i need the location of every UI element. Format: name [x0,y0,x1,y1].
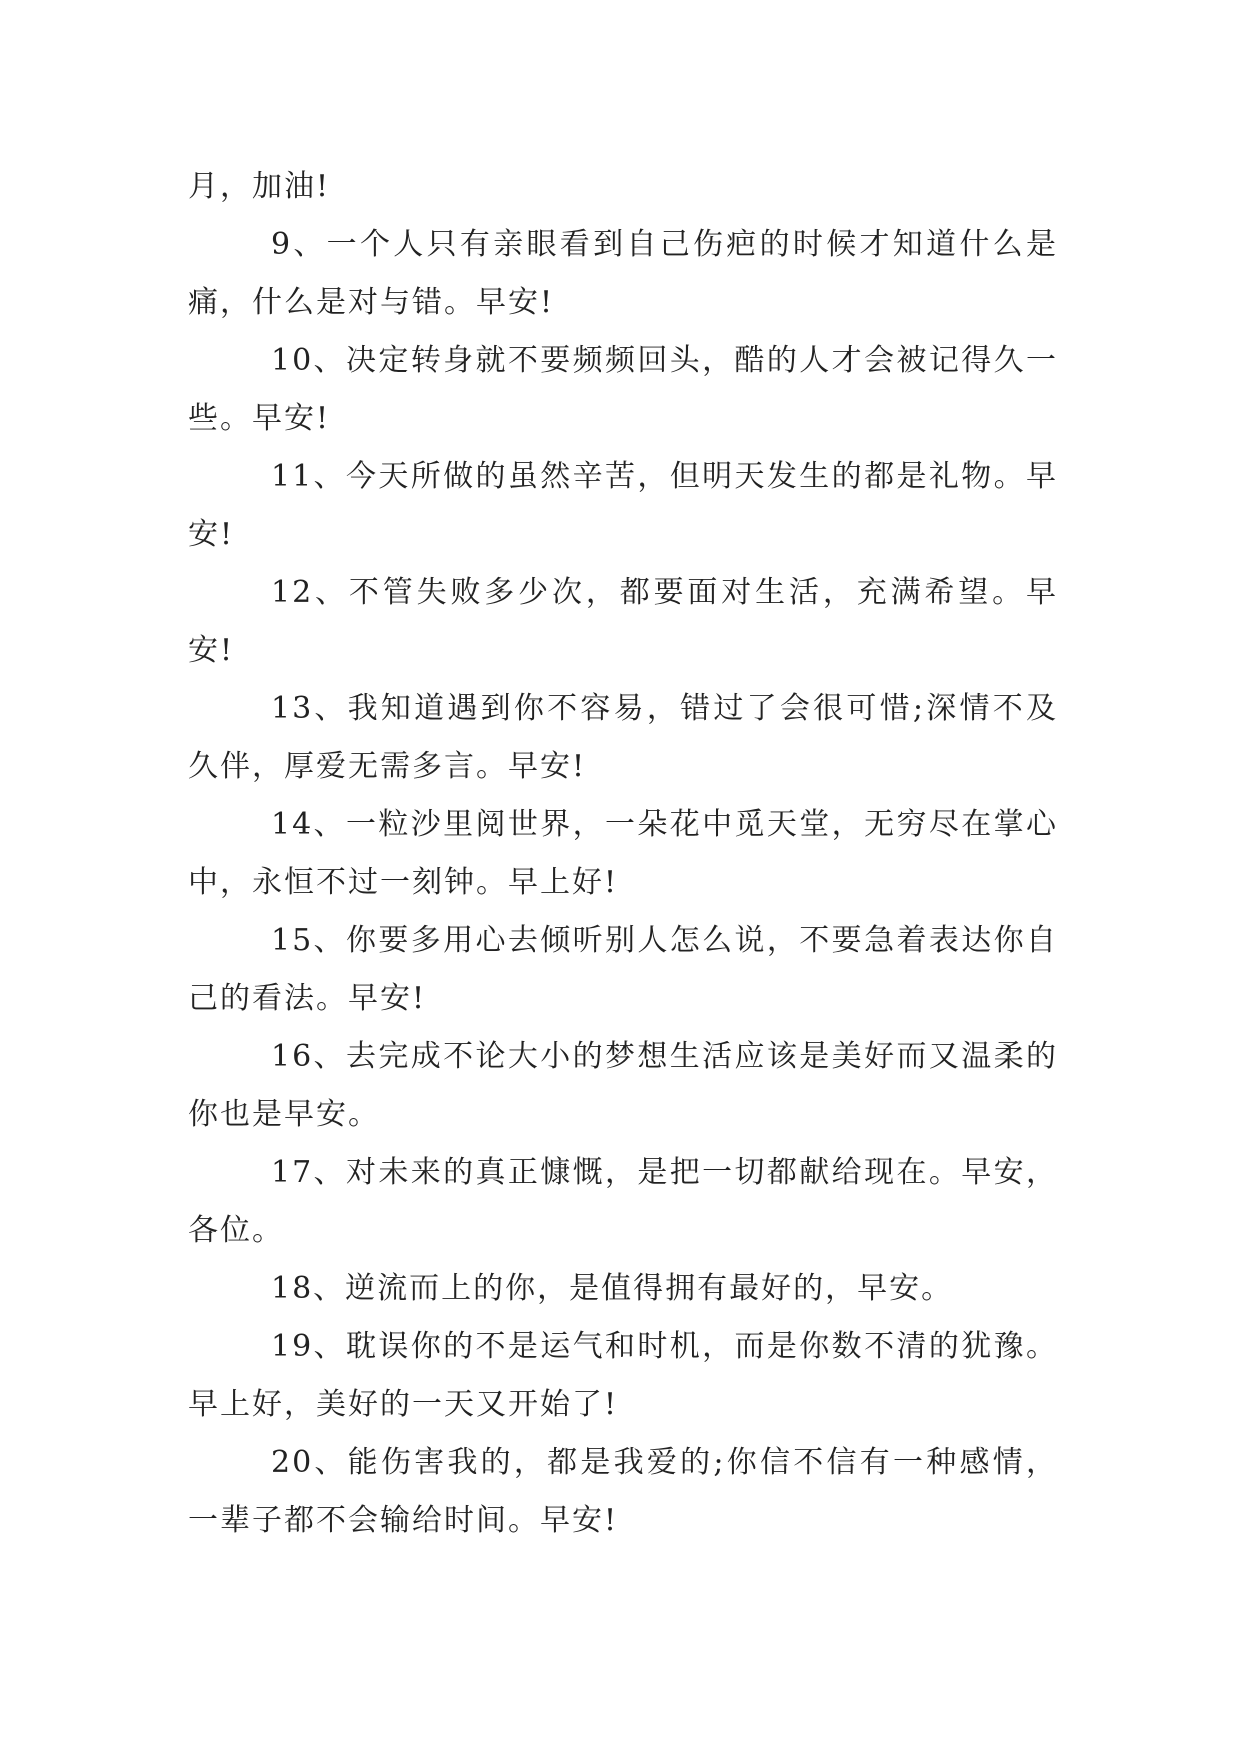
list-item: 18、逆流而上的你，是值得拥有最好的，早安。 [271,1271,954,1306]
list-item: 15、你要多用心去倾听别人怎么说，不要急着表达你自己的看法。早安! [188,923,1058,1016]
list-item: 12、不管失败多少次，都要面对生活，充满希望。早安! [188,575,1058,668]
lead-fragment: 月，加油! [188,169,331,204]
list-item: 20、能伤害我的，都是我爱的;你信不信有一种感情，一辈子都不会输给时间。早安! [188,1445,1058,1538]
document-body [188,158,1058,1550]
list-item: 13、我知道遇到你不容易，错过了会很可惜;深情不及久伴，厚爱无需多言。早安! [188,691,1058,784]
list-item: 9、一个人只有亲眼看到自己伤疤的时候才知道什么是痛，什么是对与错。早安! [188,227,1058,320]
list-item: 11、今天所做的虽然辛苦，但明天发生的都是礼物。早安! [188,459,1058,552]
list-item: 17、对未来的真正慷慨，是把一切都献给现在。早安，各位。 [188,1155,1058,1248]
list-item: 10、决定转身就不要频频回头，酷的人才会被记得久一些。早安! [188,343,1058,436]
list-item: 14、一粒沙里阅世界，一朵花中觅天堂，无穷尽在掌心中，永恒不过一刻钟。早上好! [188,807,1058,900]
list-item: 16、去完成不论大小的梦想生活应该是美好而又温柔的你也是早安。 [188,1039,1058,1132]
list-item: 19、耽误你的不是运气和时机，而是你数不清的犹豫。早上好，美好的一天又开始了! [188,1329,1058,1422]
